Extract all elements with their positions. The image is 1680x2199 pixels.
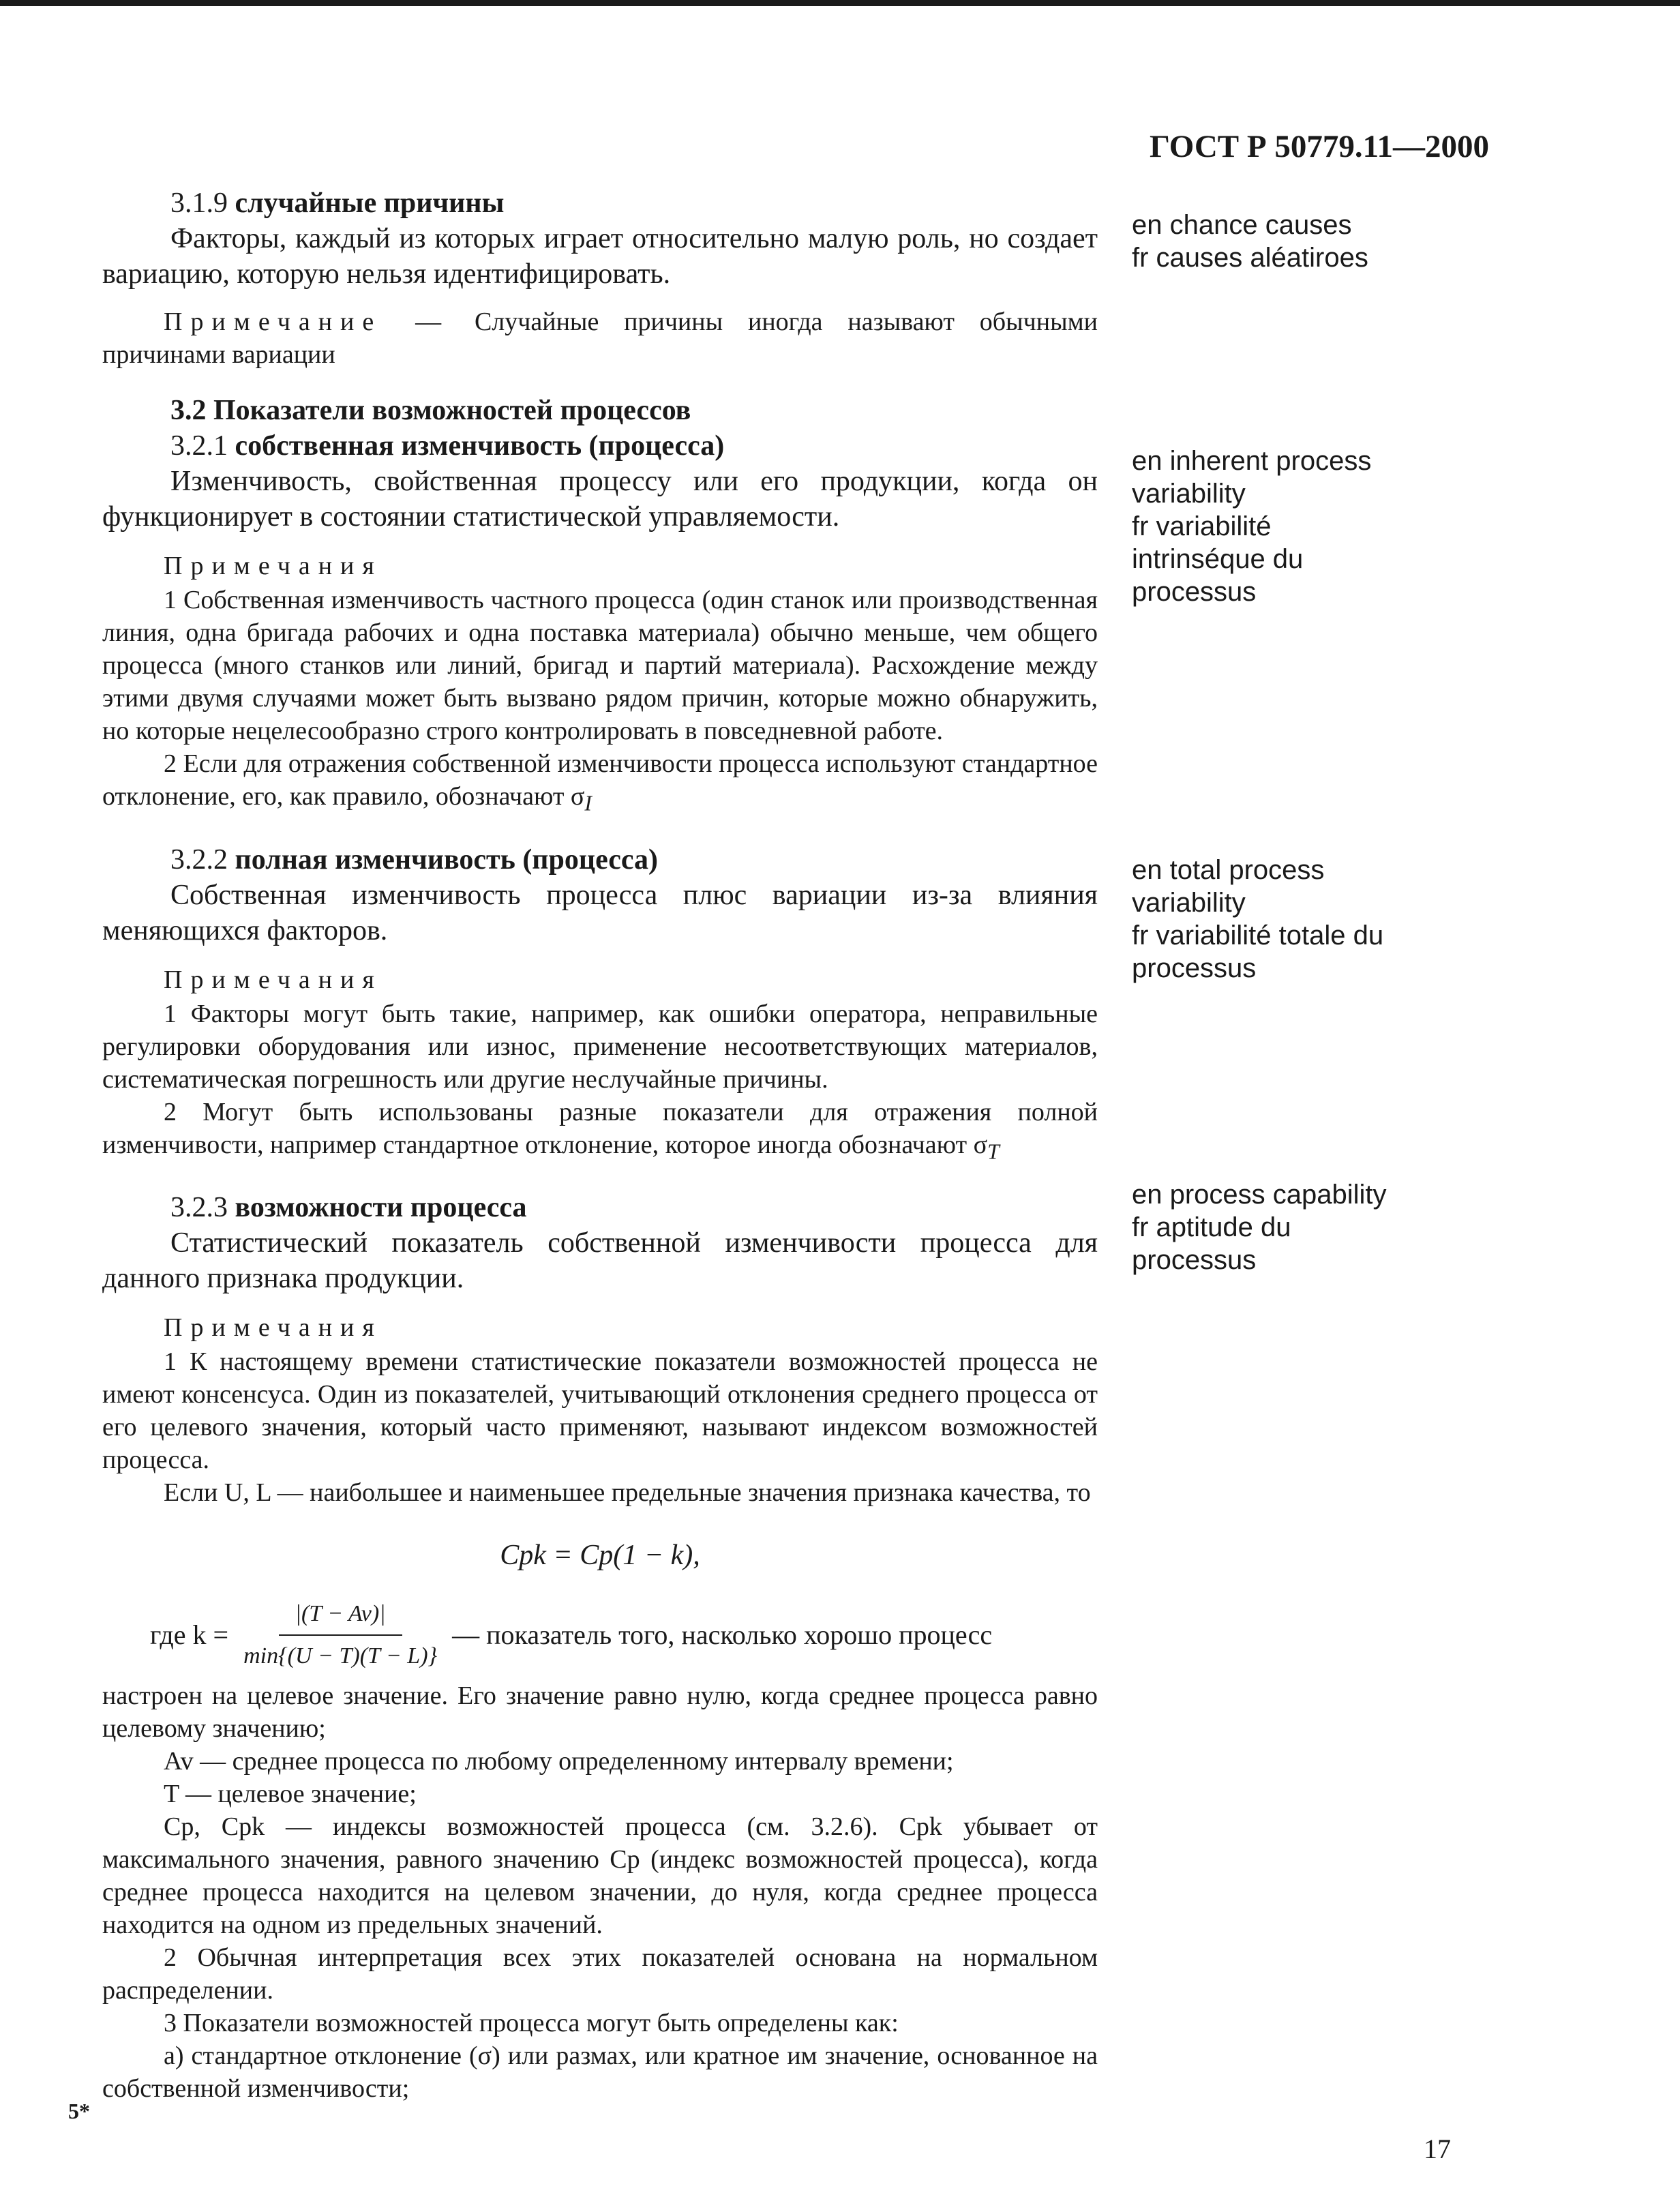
side-line: en total process [1132,855,1325,885]
t-definition: T — целевое значение; [164,1780,417,1809]
side-terms-3-2-2 [1132,854,1514,985]
term-3-2-1: 3.2.1 собственная изменчивость (процесса) [170,430,725,462]
av-definition: Av — среднее процесса по любому определенному интервалу времени; [164,1747,954,1776]
side-line: fr variabilité [1132,511,1272,541]
side-line: variability [1132,888,1246,918]
note3-3-2-3: 3 Показатели возможностей процесса могут быть определены как: [164,2009,899,2038]
definition-3-2-3: Статистический показатель собственной изменчивости процесса для данного признака продукции. [102,1227,1098,1295]
formula-k-fraction [243,1596,437,1674]
note3a-3-2-3: а) стандартное отклонение (σ) или размах, или кратное им значение, основанное на собственной изменчивости; [102,2041,1098,2104]
side-line: en inherent process [1132,446,1372,476]
side-line: fr causes aléatiroes [1132,243,1368,273]
note2-3-2-1: 2 Если для отражения собственной изменчивости процесса используют стандартное отклонение, его, как правило, обозначают $\sigma_I$ [102,749,1098,816]
definition-3-1-9: Факторы, каждый из которых играет относительно малую роль, но создает вариацию, которую нельзя идентифицировать. [102,223,1098,290]
formula-k-lhs: где k = [150,1619,229,1651]
side-terms-3-2-3 [1132,1178,1514,1276]
document-header: ГОСТ Р 50779.11—2000 [1149,129,1489,164]
k-continuation: настроен на целевое значение. Его значение равно нулю, когда среднее процесса равно целевому значению; [102,1681,1098,1744]
term-3-1-9: 3.1.9 случайные причины [170,188,505,219]
note1-3-2-1: 1 Собственная изменчивость частного процесса (один станок или производственная линия, одна бригада рабочих и одна поставка материала) обычно меньше, чем общего процесса (много станков или линий, бригад и партий материала). Расхождение между этими двумя случаями может быть вызвано рядом причин, которые можно обнаружить, но которые нецелесообразно строго контролировать в повседневной работе. [102,586,1098,745]
side-terms-3-1-9 [1132,209,1514,274]
footer-signature-mark: 5* [68,2099,90,2123]
note2-3-2-2: 2 Могут быть использованы разные показатели для отражения полной изменчивости, например стандартное отклонение, которое иногда обозначают $\sigma_T$ [102,1097,1098,1164]
side-line: variability [1132,479,1246,509]
side-line: fr aptitude du [1132,1212,1291,1242]
note1-3-2-3: 1 К настоящему времени статистические показатели возможностей процесса не имеют консенсуса. Один из показателей, учитывающий отклонения среднего процесса от его целевого значения, который часто применяют, называют индексом возможностей процесса. [102,1347,1098,1475]
side-line: en process capability [1132,1180,1387,1210]
notes-label-3-2-2: Примечания [164,965,382,994]
side-line: processus [1132,953,1257,983]
scan-top-edge [0,0,1680,6]
term-3-2-2: 3.2.2 полная изменчивость (процесса) [170,843,659,876]
main-text [102,185,1098,2105]
notes-label-3-2-3: Примечания [164,1313,382,1343]
if-text-3-2-3: Если U, L — наибольшее и наименьшее предельные значения признака качества, то [164,1478,1091,1508]
note-3-1-9: Примечание — Случайные причины иногда называют обычными причинами вариации [102,308,1098,369]
side-line: en chance causes [1132,210,1352,240]
term-3-2-3: 3.2.3 возможности процесса [170,1192,527,1224]
fraction-numerator: |(T − Av)| [279,1596,402,1636]
side-line: fr variabilité totale du [1132,921,1384,951]
cp-definition: Cp, Cpk — индексы возможностей процесса (см. 3.2.6). Cpk убывает от максимального значения, равного значению Cp (индекс возможностей процесса), когда среднее процесса находится на целевом значении, до нуля, когда среднее процесса находится на одном из предельных значений. [102,1812,1098,1940]
formula-k-explanation: — показатель того, насколько хорошо процесс [452,1619,993,1651]
definition-3-2-1: Изменчивость, свойственная процессу или его продукции, когда он функционирует в состоянии статистической управляемости. [102,466,1098,533]
formula-cpk: Cpk = Cp(1 − k), [500,1540,700,1572]
fraction-denominator: min{(U − T)(T − L)} [243,1643,438,1669]
notes-label-3-2-1: Примечания [164,552,382,580]
formula-k-row [102,1596,1098,1674]
definition-3-2-2: Собственная изменчивость процесса плюс вариации из-за влияния меняющихся факторов. [102,879,1098,946]
side-line: processus [1132,577,1257,607]
page-number: 17 [1424,2134,1451,2164]
section-title-3-2: 3.2 Показатели возможностей процессов [170,395,691,426]
note2-3-2-3: 2 Обычная интерпретация всех этих показателей основана на нормальном распределении. [102,1943,1098,2005]
side-line: intrinséque du [1132,544,1304,574]
side-terms-3-2-1 [1132,445,1514,608]
side-line: processus [1132,1245,1257,1275]
note1-3-2-2: 1 Факторы могут быть такие, например, как ошибки оператора, неправильные регулировки оборудования или износ, применение несоответствующих материалов, систематическая погрешность или другие неслучайные причины. [102,999,1098,1094]
